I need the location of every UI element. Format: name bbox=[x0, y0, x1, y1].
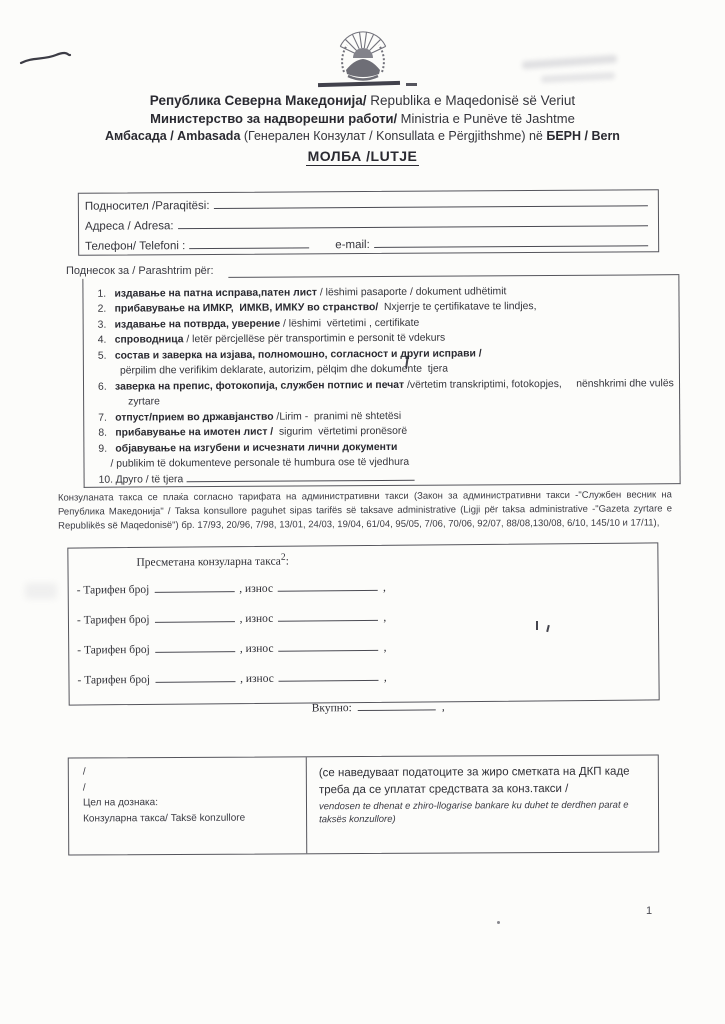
list-item-5-line2: përpilim dhe verifikim deklarate, autorizim, pëlqim dhe dokumente tjera bbox=[119, 363, 448, 377]
form-title: МОЛБА /LUTJE bbox=[307, 148, 418, 164]
mission-city: БЕРН / Bern bbox=[546, 129, 620, 143]
bank-account-note-sq: vendosen te dhenat e zhiro-llogarise bankare ku duhet te derdhen parat e taksës konzullore) bbox=[318, 799, 629, 826]
tariff-number-blank bbox=[155, 670, 235, 683]
fee-box bbox=[67, 542, 659, 715]
fee-row: - Тарифен број , износ , bbox=[77, 666, 650, 687]
scan-artifact bbox=[25, 583, 57, 599]
applicant-name-blank bbox=[213, 194, 647, 209]
amount-blank bbox=[278, 639, 378, 652]
header-mission-line bbox=[0, 129, 725, 143]
applicant-email-blank bbox=[374, 234, 648, 248]
other-blank bbox=[186, 470, 414, 482]
applicant-address-label: Адреса / Adresa: bbox=[84, 220, 174, 233]
country-name-sq: Republika e Maqedonisë së Veriut bbox=[366, 93, 576, 108]
fee-row: - Тарифен број , износ , bbox=[77, 576, 650, 597]
header-ministry-line bbox=[0, 111, 725, 126]
fee-row: - Тарифен број , износ , bbox=[77, 606, 650, 627]
scan-artifact bbox=[541, 72, 615, 83]
total-blank bbox=[358, 698, 436, 711]
applicant-address-blank bbox=[178, 214, 649, 229]
amount-blank bbox=[279, 669, 379, 682]
footnote-ref: 2 bbox=[280, 551, 286, 563]
pen-mark bbox=[18, 48, 74, 70]
scan-artifact bbox=[522, 55, 617, 70]
applicant-phone-label: Телефон/ Telefoni : bbox=[85, 240, 186, 253]
applicant-name-label: Подносител /Paraqitësi: bbox=[84, 199, 210, 213]
applicant-phone-blank bbox=[189, 236, 309, 249]
mission-name: Амбасада / Ambasada bbox=[105, 129, 244, 143]
payment-purpose-table bbox=[68, 754, 660, 855]
fee-total-row: Вкупно: , bbox=[312, 696, 651, 714]
country-name-mk: Република Северна Македонија/ bbox=[149, 93, 367, 108]
bank-account-note-mk: (се наведуваат податоците за жиро сметката на ДКП каде треба да се уплатат средствата за конз.такси / bbox=[318, 765, 630, 797]
submission-box-topline bbox=[228, 274, 679, 278]
amount-blank bbox=[278, 609, 378, 622]
slash-line: / bbox=[82, 781, 86, 793]
list-item-1: 1. издавање на патна исправа,патен лист / lëshimi pasaporte / dokument udhëtimit bbox=[97, 286, 507, 300]
submission-box bbox=[82, 275, 680, 488]
applicant-email-label: e-mail: bbox=[335, 238, 370, 252]
tariff-number-blank bbox=[155, 640, 235, 653]
submission-section-label: Поднесок за / Parashtrim për: bbox=[66, 265, 214, 277]
ministry-name-sq: Ministria e Punëve të Jashtme bbox=[397, 111, 575, 126]
mission-detail: (Генерален Конзулат / Konsullata e Përgjithshme) në bbox=[243, 129, 547, 143]
consular-fee-label: Конзуларна такса/ Taksë konzullore bbox=[83, 812, 246, 824]
amount-blank bbox=[278, 579, 378, 592]
list-item-5: 5. состав и заверка на изјава, полномошно, согласност и други исправи / bbox=[97, 348, 482, 362]
emblem-underline-dash bbox=[406, 83, 417, 86]
payment-purpose-left-cell bbox=[69, 757, 306, 854]
payment-purpose-right-cell bbox=[306, 755, 658, 853]
slash-line: / bbox=[82, 766, 86, 778]
list-item-10: 10. Друго / të tjera bbox=[99, 469, 676, 489]
purpose-label: Цел на дознака: bbox=[82, 797, 159, 809]
list-item-6: 6. заверка на препис, фотокопија, службен потпис и печат /vërtetim transkriptimi, fotokopjes, nënshkrimi dhe vulës bbox=[97, 377, 674, 393]
fee-box-title: Пресметана конзуларна такса$^2$: bbox=[136, 551, 289, 569]
tariff-number-blank bbox=[154, 580, 234, 593]
total-label: Вкупно: bbox=[311, 701, 352, 715]
applicant-box bbox=[78, 189, 659, 256]
list-item-6-line2: zyrtare bbox=[128, 396, 160, 408]
emblem-underline bbox=[318, 81, 400, 87]
scan-artifact bbox=[497, 921, 500, 924]
list-item-3: 3. издавање на потврда, уверение / lëshimi vërtetimi , certifikate bbox=[97, 317, 420, 331]
ministry-name-mk: Министерство за надворешни работи/ bbox=[150, 111, 398, 126]
applicant-phone-row bbox=[85, 234, 652, 257]
list-item-9-line2: / publikim të dokumenteve personale të humbura ose të vjedhura bbox=[110, 456, 410, 470]
list-item-7: 7. отпуст/прием во државјанство /Lirim - pranimi në shtetësi bbox=[98, 410, 402, 424]
list-item-4: 4. спроводница / letër përcjellëse për transportimin e personit të vdekurs bbox=[97, 332, 446, 347]
fee-row: - Тарифен број , износ , bbox=[77, 636, 650, 657]
list-item-2: 2. прибавување на ИМКР, ИМКВ, ИМКУ во странство/ Nxjerrje te çertifikatave te lindjes, bbox=[97, 301, 537, 316]
page-number: 1 bbox=[646, 905, 653, 917]
list-item-9: 9. објавување на изгубени и исчезнати лични документи bbox=[98, 441, 398, 455]
fee-law-footnote: Конзуланата такса се плаќа согласно тарифата на административни такси (Закон за административни такси -"Службен весник на Република Македонија" / Taksa konsullore paguhet sipas tarifës së taksave administrative (Ligji për taksa administrative -"Gazeta zyrtare e Republikës së Maqedonisë") бр. 17/93, 20/96, 7/98, 13/01, 24/03, 19/04, 61/04, 95/05, 7/06, 70/06, 92/07, 88/08,130/08, 6/10, 145/10 и 17/11), bbox=[57, 489, 673, 532]
tariff-number-blank bbox=[154, 610, 234, 623]
list-item-8: 8. прибавување на имотен лист / sigurim vërtetimi pronësorë bbox=[98, 425, 408, 439]
coat-of-arms-icon bbox=[334, 26, 392, 84]
header-country-line bbox=[0, 93, 725, 108]
